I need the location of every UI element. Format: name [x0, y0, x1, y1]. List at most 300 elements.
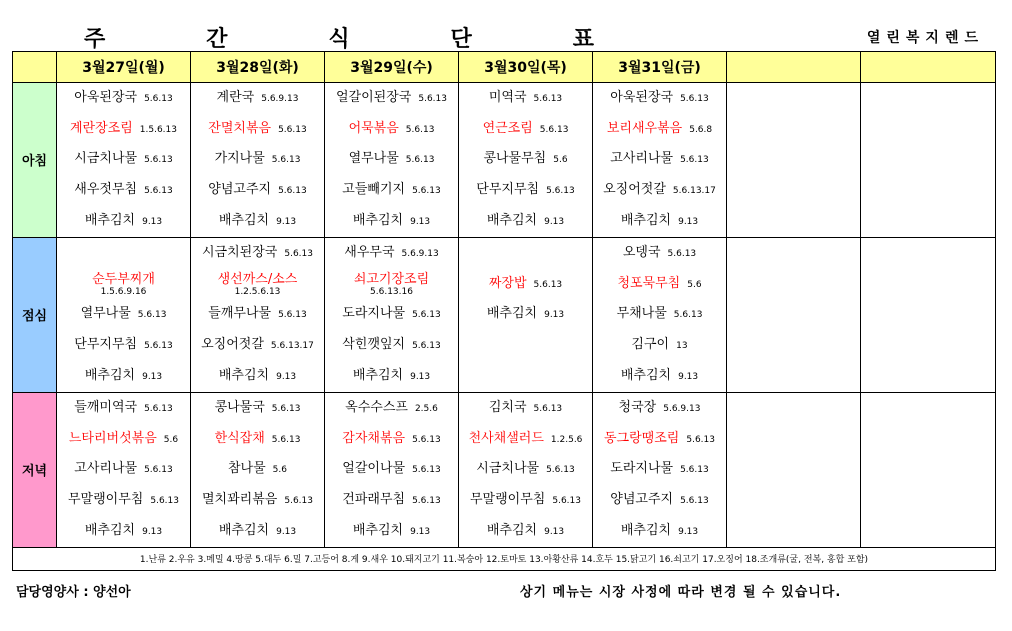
- dish: [459, 300, 592, 331]
- allergen-codes: 5.6.13: [150, 496, 179, 507]
- dish-line: [610, 151, 708, 168]
- allergen-codes: 5.6.13: [412, 496, 441, 507]
- allergen-codes: 2.5.6: [414, 403, 438, 414]
- dish-line: [621, 523, 698, 540]
- allergen-codes: 9.13: [142, 372, 163, 383]
- meal-row: [13, 83, 996, 238]
- dish: [191, 114, 324, 145]
- menu-cell: [57, 392, 191, 547]
- day-header: [727, 52, 861, 83]
- dietitian-label: 담당영양사 : 양선아: [16, 585, 131, 600]
- dish: [593, 455, 726, 486]
- dish-line: [349, 121, 435, 138]
- dish-line: [344, 245, 438, 262]
- dish-name: 삭힌깻잎지: [342, 337, 406, 353]
- dish-line: [603, 182, 716, 199]
- dish: [191, 516, 324, 547]
- dish-line: [489, 400, 562, 417]
- dish-line: [219, 213, 296, 230]
- dish-name: 가지나물: [214, 151, 265, 167]
- dish-name: 시금치나물: [476, 461, 540, 477]
- dish-line: [342, 492, 440, 509]
- allergen-codes: 5.6.13.16: [370, 286, 413, 297]
- dish-line: [74, 400, 172, 417]
- dish-line: [610, 461, 708, 478]
- allergen-codes: 9.13: [276, 217, 297, 228]
- dish: [191, 330, 324, 361]
- dish-name: 참나물: [227, 461, 266, 477]
- dish-line: [483, 121, 569, 138]
- dish: [593, 424, 726, 455]
- dish-name: 한식잡채: [214, 430, 265, 446]
- dish-name: 김구이: [631, 337, 670, 353]
- dish: [459, 114, 592, 145]
- dish-name: 배추김치: [620, 368, 672, 384]
- dish: [57, 330, 190, 361]
- dish: [57, 516, 190, 547]
- dish-line: [228, 461, 287, 478]
- allergen-codes: 5.6.13: [278, 310, 307, 321]
- menu-cell: [593, 237, 727, 392]
- allergen-codes: 5.6.13: [271, 434, 301, 445]
- menu-cell: [861, 83, 996, 238]
- dish-line: [617, 276, 701, 293]
- dish-name: 계란장조림: [69, 120, 133, 136]
- dish: [593, 145, 726, 176]
- dish-name: 시금치된장국: [202, 244, 278, 260]
- allergen-codes: 5.6.13: [284, 248, 313, 259]
- dish-line: [349, 151, 435, 168]
- dish-line: [610, 90, 708, 107]
- organization-name: 열린복지렌드: [866, 30, 984, 46]
- dish: [593, 114, 726, 145]
- meal-label: 저녁: [13, 392, 57, 547]
- allergen-codes: 5.6.13: [278, 124, 307, 135]
- dish-name: 열무나물: [80, 306, 131, 322]
- dish: [459, 145, 592, 176]
- day-header: [861, 52, 996, 83]
- dish-name: 순두부찌개: [92, 271, 155, 287]
- dish-line: [74, 461, 172, 478]
- allergen-codes: 5.6.13.17: [672, 186, 716, 197]
- legend-row: [13, 547, 996, 570]
- dish-name: 동그랑땡조림: [604, 430, 680, 446]
- dish-line: [522, 337, 529, 354]
- allergen-codes: 9.13: [678, 527, 699, 538]
- dish-name: 배추김치: [486, 213, 538, 229]
- dish: [191, 238, 324, 269]
- dish: [325, 393, 458, 424]
- dish-name: 새우무국: [344, 244, 395, 260]
- dish-name: 무말랭이무침: [68, 492, 144, 508]
- allergen-codes: 5.6.13: [552, 496, 581, 507]
- dish-line: [208, 306, 306, 323]
- allergen-codes: 9.13: [410, 372, 431, 383]
- dish: [191, 206, 324, 237]
- dish-line: [342, 182, 440, 199]
- header-corner: [13, 52, 57, 83]
- title-char: 주: [84, 27, 108, 52]
- menu-cell: [191, 83, 325, 238]
- allergen-codes: 5.6.13: [546, 186, 575, 197]
- dish: [325, 206, 458, 237]
- dish: [593, 83, 726, 114]
- dish-name: 고사리나물: [610, 151, 674, 167]
- dish-name: 아욱된장국: [74, 89, 138, 105]
- dish: [593, 175, 726, 206]
- dish-name: 짜장밥: [488, 275, 527, 291]
- dish-name: 콩나물국: [214, 399, 265, 415]
- dish-line: [353, 213, 430, 230]
- dish: [57, 269, 190, 300]
- dish-line: [342, 306, 440, 323]
- allergen-codes: 5.6.13: [144, 465, 173, 476]
- allergen-codes: 5.6.13: [418, 93, 447, 104]
- dish: [459, 175, 592, 206]
- allergen-codes: 5.6.13: [412, 341, 441, 352]
- dish: [325, 269, 458, 300]
- dish-name: 시금치나물: [74, 151, 138, 167]
- dish-line: [483, 151, 567, 168]
- menu-cell: [861, 392, 996, 547]
- allergen-codes: 5.6.13: [405, 124, 435, 135]
- menu-cell: [57, 237, 191, 392]
- dish: [459, 516, 592, 547]
- allergen-codes: 5.6.9.13: [401, 248, 439, 259]
- dish-line: [219, 523, 296, 540]
- dish-line: [617, 306, 703, 323]
- menu-cell: [459, 237, 593, 392]
- day-header: 3월29일(수): [325, 52, 459, 83]
- dish-name: 계란국: [216, 89, 255, 105]
- dish: [459, 455, 592, 486]
- dish-line: [487, 523, 564, 540]
- allergen-codes: 9.13: [544, 527, 565, 538]
- dish-line: [202, 245, 313, 262]
- allergen-codes: 5.6.13: [412, 465, 441, 476]
- allergen-codes: 5.6.13: [278, 186, 307, 197]
- dish-line: [489, 90, 562, 107]
- dish: [459, 206, 592, 237]
- dish: [191, 361, 324, 392]
- dish-name: 들깨무나물: [208, 306, 272, 322]
- dish-name: 고사리나물: [74, 461, 138, 477]
- allergen-codes: 1.2.5.6.13: [234, 286, 281, 297]
- dish-name: 배추김치: [218, 213, 270, 229]
- day-header: 3월27일(월): [57, 52, 191, 83]
- allergen-codes: 5.6.13: [271, 403, 301, 414]
- dish: [325, 145, 458, 176]
- dish-line: [342, 337, 440, 354]
- dish: [57, 206, 190, 237]
- allergen-codes: 9.13: [142, 217, 163, 228]
- dish: [593, 516, 726, 547]
- dish: [459, 361, 592, 392]
- dish-name: 단무지무침: [476, 182, 540, 198]
- dish-line: [101, 287, 147, 297]
- dish-name: 얼갈이된장국: [336, 89, 412, 105]
- dish: [593, 238, 726, 269]
- allergen-codes: 5.6: [553, 155, 568, 166]
- dish-line: [487, 213, 564, 230]
- menu-cell: [459, 392, 593, 547]
- menu-cell: [727, 83, 861, 238]
- allergen-codes: 1.2.5.6: [550, 434, 583, 445]
- dish-line: [342, 461, 440, 478]
- dish-name: 배추김치: [84, 213, 136, 229]
- allergen-codes: 9.13: [276, 527, 297, 538]
- allergen-codes: 5.6.13: [546, 465, 575, 476]
- dish-name: 도라지나물: [610, 461, 674, 477]
- allergen-codes: 9.13: [544, 217, 565, 228]
- menu-cell: [57, 83, 191, 238]
- dish-name: 배추김치: [84, 523, 136, 539]
- dish-line: [623, 245, 696, 262]
- allergen-codes: 5.6: [163, 434, 179, 445]
- dish-name: 양념고주지: [208, 182, 272, 198]
- dish-line: [345, 400, 438, 417]
- dish-name: 쇠고기장조림: [353, 271, 430, 287]
- dish-line: [219, 368, 296, 385]
- dish: [459, 238, 592, 269]
- dish-name: 청국장: [618, 399, 657, 415]
- day-header: 3월28일(화): [191, 52, 325, 83]
- dish-line: [217, 90, 299, 107]
- dish-line: [489, 276, 562, 293]
- dish-line: [470, 492, 581, 509]
- allergen-codes: 5.6.13: [412, 310, 441, 321]
- dish-name: 김치국: [488, 399, 527, 415]
- dish: [191, 175, 324, 206]
- dish: [459, 485, 592, 516]
- dish-name: 보리새우볶음: [606, 120, 683, 136]
- dish-name: 배추김치: [620, 523, 672, 539]
- dish: [593, 393, 726, 424]
- dish-name: 감자채볶음: [342, 430, 406, 446]
- dish: [593, 485, 726, 516]
- dish: [191, 269, 324, 300]
- allergen-codes: 5.6: [687, 279, 702, 290]
- dish-name: 배추김치: [352, 368, 404, 384]
- dish-line: [215, 400, 301, 417]
- allergen-codes: 5.6.9.13: [261, 93, 299, 104]
- dish-line: [215, 431, 301, 448]
- title-char: 식: [328, 27, 352, 52]
- dish: [459, 393, 592, 424]
- menu-cell: [325, 392, 459, 547]
- dish-line: [476, 182, 574, 199]
- meal-row: [13, 237, 996, 392]
- allergen-codes: 5.6.13: [412, 186, 441, 197]
- allergen-codes: 1.5.6.13: [139, 124, 177, 135]
- dish-name: 멸치꽈리볶음: [202, 492, 278, 508]
- allergen-codes: 5.6.13: [533, 403, 563, 414]
- dish-line: [218, 272, 298, 287]
- allergen-codes: 5.6.13: [680, 496, 709, 507]
- allergen-codes: 5.6.13: [673, 310, 703, 321]
- dish-name: 배추김치: [218, 523, 270, 539]
- dish-name: 배추김치: [486, 523, 538, 539]
- dish-line: [208, 121, 306, 138]
- title-char: 표: [572, 27, 596, 52]
- dish-name: 느타리버섯볶음: [68, 430, 157, 446]
- dish-name: 배추김치: [84, 368, 136, 384]
- dish-line: [353, 368, 430, 385]
- title-char: 간: [206, 27, 230, 52]
- allergen-codes: 5.6.13: [686, 434, 715, 445]
- dish-line: [68, 492, 179, 509]
- dish-line: [74, 151, 172, 168]
- dish-line: [202, 492, 313, 509]
- dish-line: [610, 492, 708, 509]
- dish-name: 배추김치: [352, 213, 404, 229]
- page-title: [60, 22, 620, 52]
- menu-cell: [459, 83, 593, 238]
- allergen-codes: 5.6.13: [680, 465, 709, 476]
- allergen-codes: 5.6.13: [533, 279, 563, 290]
- dish: [57, 455, 190, 486]
- dish-line: [621, 213, 698, 230]
- dish-name: 연근조림: [482, 120, 533, 136]
- allergen-codes: 9.13: [544, 310, 565, 321]
- dish-name: 오뎅국: [622, 244, 661, 260]
- allergen-codes: 9.13: [276, 372, 297, 383]
- allergen-legend: 1.난류 2.우유 3.메밀 4.땅콩 5.대두 6.밀 7.고등어 8.게 9.새우 10.돼지고기 11.복숭아 12.토마토 13.아황산류 14.호두 15.닭고기 16.쇠고기 17.오징어 18.조개류(굴, 전복, 홍합 포함): [13, 547, 996, 570]
- allergen-codes: 5.6.13: [680, 93, 709, 104]
- dish-name: 청포묵무침: [617, 275, 681, 291]
- allergen-codes: 5.6.13.17: [270, 341, 314, 352]
- allergen-codes: 5.6.13: [271, 155, 301, 166]
- dish-name: 오징어젓갈: [201, 337, 264, 353]
- dish-name: 양념고주지: [610, 492, 674, 508]
- allergen-codes: 9.13: [410, 527, 431, 538]
- menu-cell: [325, 237, 459, 392]
- dish-name: 배추김치: [620, 213, 672, 229]
- dish: [593, 361, 726, 392]
- dish: [57, 238, 190, 269]
- dish: [325, 83, 458, 114]
- day-header: 3월30일(목): [459, 52, 593, 83]
- header-row: [13, 52, 996, 83]
- dish-line: [604, 431, 715, 448]
- menu-change-notice: 상기 메뉴는 시장 사정에 따라 변경 될 수 있습니다.: [520, 585, 842, 600]
- dish-line: [487, 306, 564, 323]
- dish: [191, 300, 324, 331]
- dish-line: [353, 523, 430, 540]
- dish: [325, 455, 458, 486]
- dish-line: [85, 523, 162, 540]
- dish: [459, 83, 592, 114]
- title-char: 단: [450, 27, 474, 52]
- dish-line: [215, 151, 301, 168]
- allergen-codes: 5.6: [272, 465, 287, 476]
- dish: [57, 145, 190, 176]
- dish: [191, 83, 324, 114]
- dish-line: [201, 337, 314, 354]
- dish-line: [208, 182, 306, 199]
- dish-name: 단무지무침: [74, 337, 138, 353]
- meal-label: 아침: [13, 83, 57, 238]
- dish: [191, 485, 324, 516]
- meal-label: 점심: [13, 237, 57, 392]
- allergen-codes: 5.6.13: [284, 496, 313, 507]
- dish: [593, 330, 726, 361]
- dish-line: [370, 287, 413, 297]
- dish: [57, 393, 190, 424]
- dish: [325, 516, 458, 547]
- allergen-codes: 5.6.13: [539, 124, 569, 135]
- day-header: 3월31일(금): [593, 52, 727, 83]
- allergen-codes: 5.6.13: [144, 186, 173, 197]
- dish-line: [85, 368, 162, 385]
- allergen-codes: 5.6.8: [689, 124, 713, 135]
- dish: [593, 300, 726, 331]
- dish: [459, 269, 592, 300]
- dish: [191, 393, 324, 424]
- menu-cell: [727, 392, 861, 547]
- dish: [325, 485, 458, 516]
- menu-cell: [861, 237, 996, 392]
- weekly-menu-table: [12, 51, 996, 571]
- dish-line: [74, 337, 172, 354]
- dish-name: 배추김치: [486, 306, 538, 322]
- dish-line: [631, 337, 687, 354]
- dish: [57, 424, 190, 455]
- menu-cell: [191, 392, 325, 547]
- allergen-codes: 5.6.13: [680, 155, 709, 166]
- dish-line: [469, 431, 583, 448]
- dish-name: 도라지나물: [342, 306, 406, 322]
- dish-name: 건파래무침: [342, 492, 406, 508]
- dish: [57, 361, 190, 392]
- dish-name: 배추김치: [218, 368, 270, 384]
- dish-line: [85, 213, 162, 230]
- dish: [325, 330, 458, 361]
- dish-name: 미역국: [488, 89, 527, 105]
- dish-name: 옥수수스프: [345, 399, 408, 415]
- dish-name: 열무나물: [348, 151, 399, 167]
- dish-name: 아욱된장국: [610, 89, 674, 105]
- dish: [325, 361, 458, 392]
- allergen-codes: 1.5.6.9.16: [100, 286, 147, 297]
- dish-name: 배추김치: [352, 523, 404, 539]
- allergen-codes: 5.6.13: [144, 341, 173, 352]
- dish-name: 고들빼기지: [342, 182, 406, 198]
- allergen-codes: 5.6.9.13: [663, 403, 701, 414]
- menu-cell: [727, 237, 861, 392]
- menu-cell: [191, 237, 325, 392]
- allergen-codes: 9.13: [678, 372, 699, 383]
- dish-name: 생선까스/소스: [217, 271, 298, 287]
- dish-line: [235, 287, 281, 297]
- dish-name: 무채나물: [616, 306, 667, 322]
- dish: [57, 485, 190, 516]
- dish-name: 얼갈이나물: [342, 461, 406, 477]
- dish-line: [607, 121, 712, 138]
- dish: [325, 424, 458, 455]
- menu-cell: [593, 392, 727, 547]
- dish-line: [621, 368, 698, 385]
- dish-line: [619, 400, 701, 417]
- allergen-codes: 5.6.13: [533, 93, 563, 104]
- dish-name: 새우젓무침: [74, 182, 138, 198]
- menu-cell: [325, 83, 459, 238]
- allergen-codes: 5.6.13: [144, 93, 173, 104]
- dish: [593, 269, 726, 300]
- dish-line: [522, 368, 529, 385]
- dish: [191, 145, 324, 176]
- allergen-codes: 13: [676, 341, 688, 352]
